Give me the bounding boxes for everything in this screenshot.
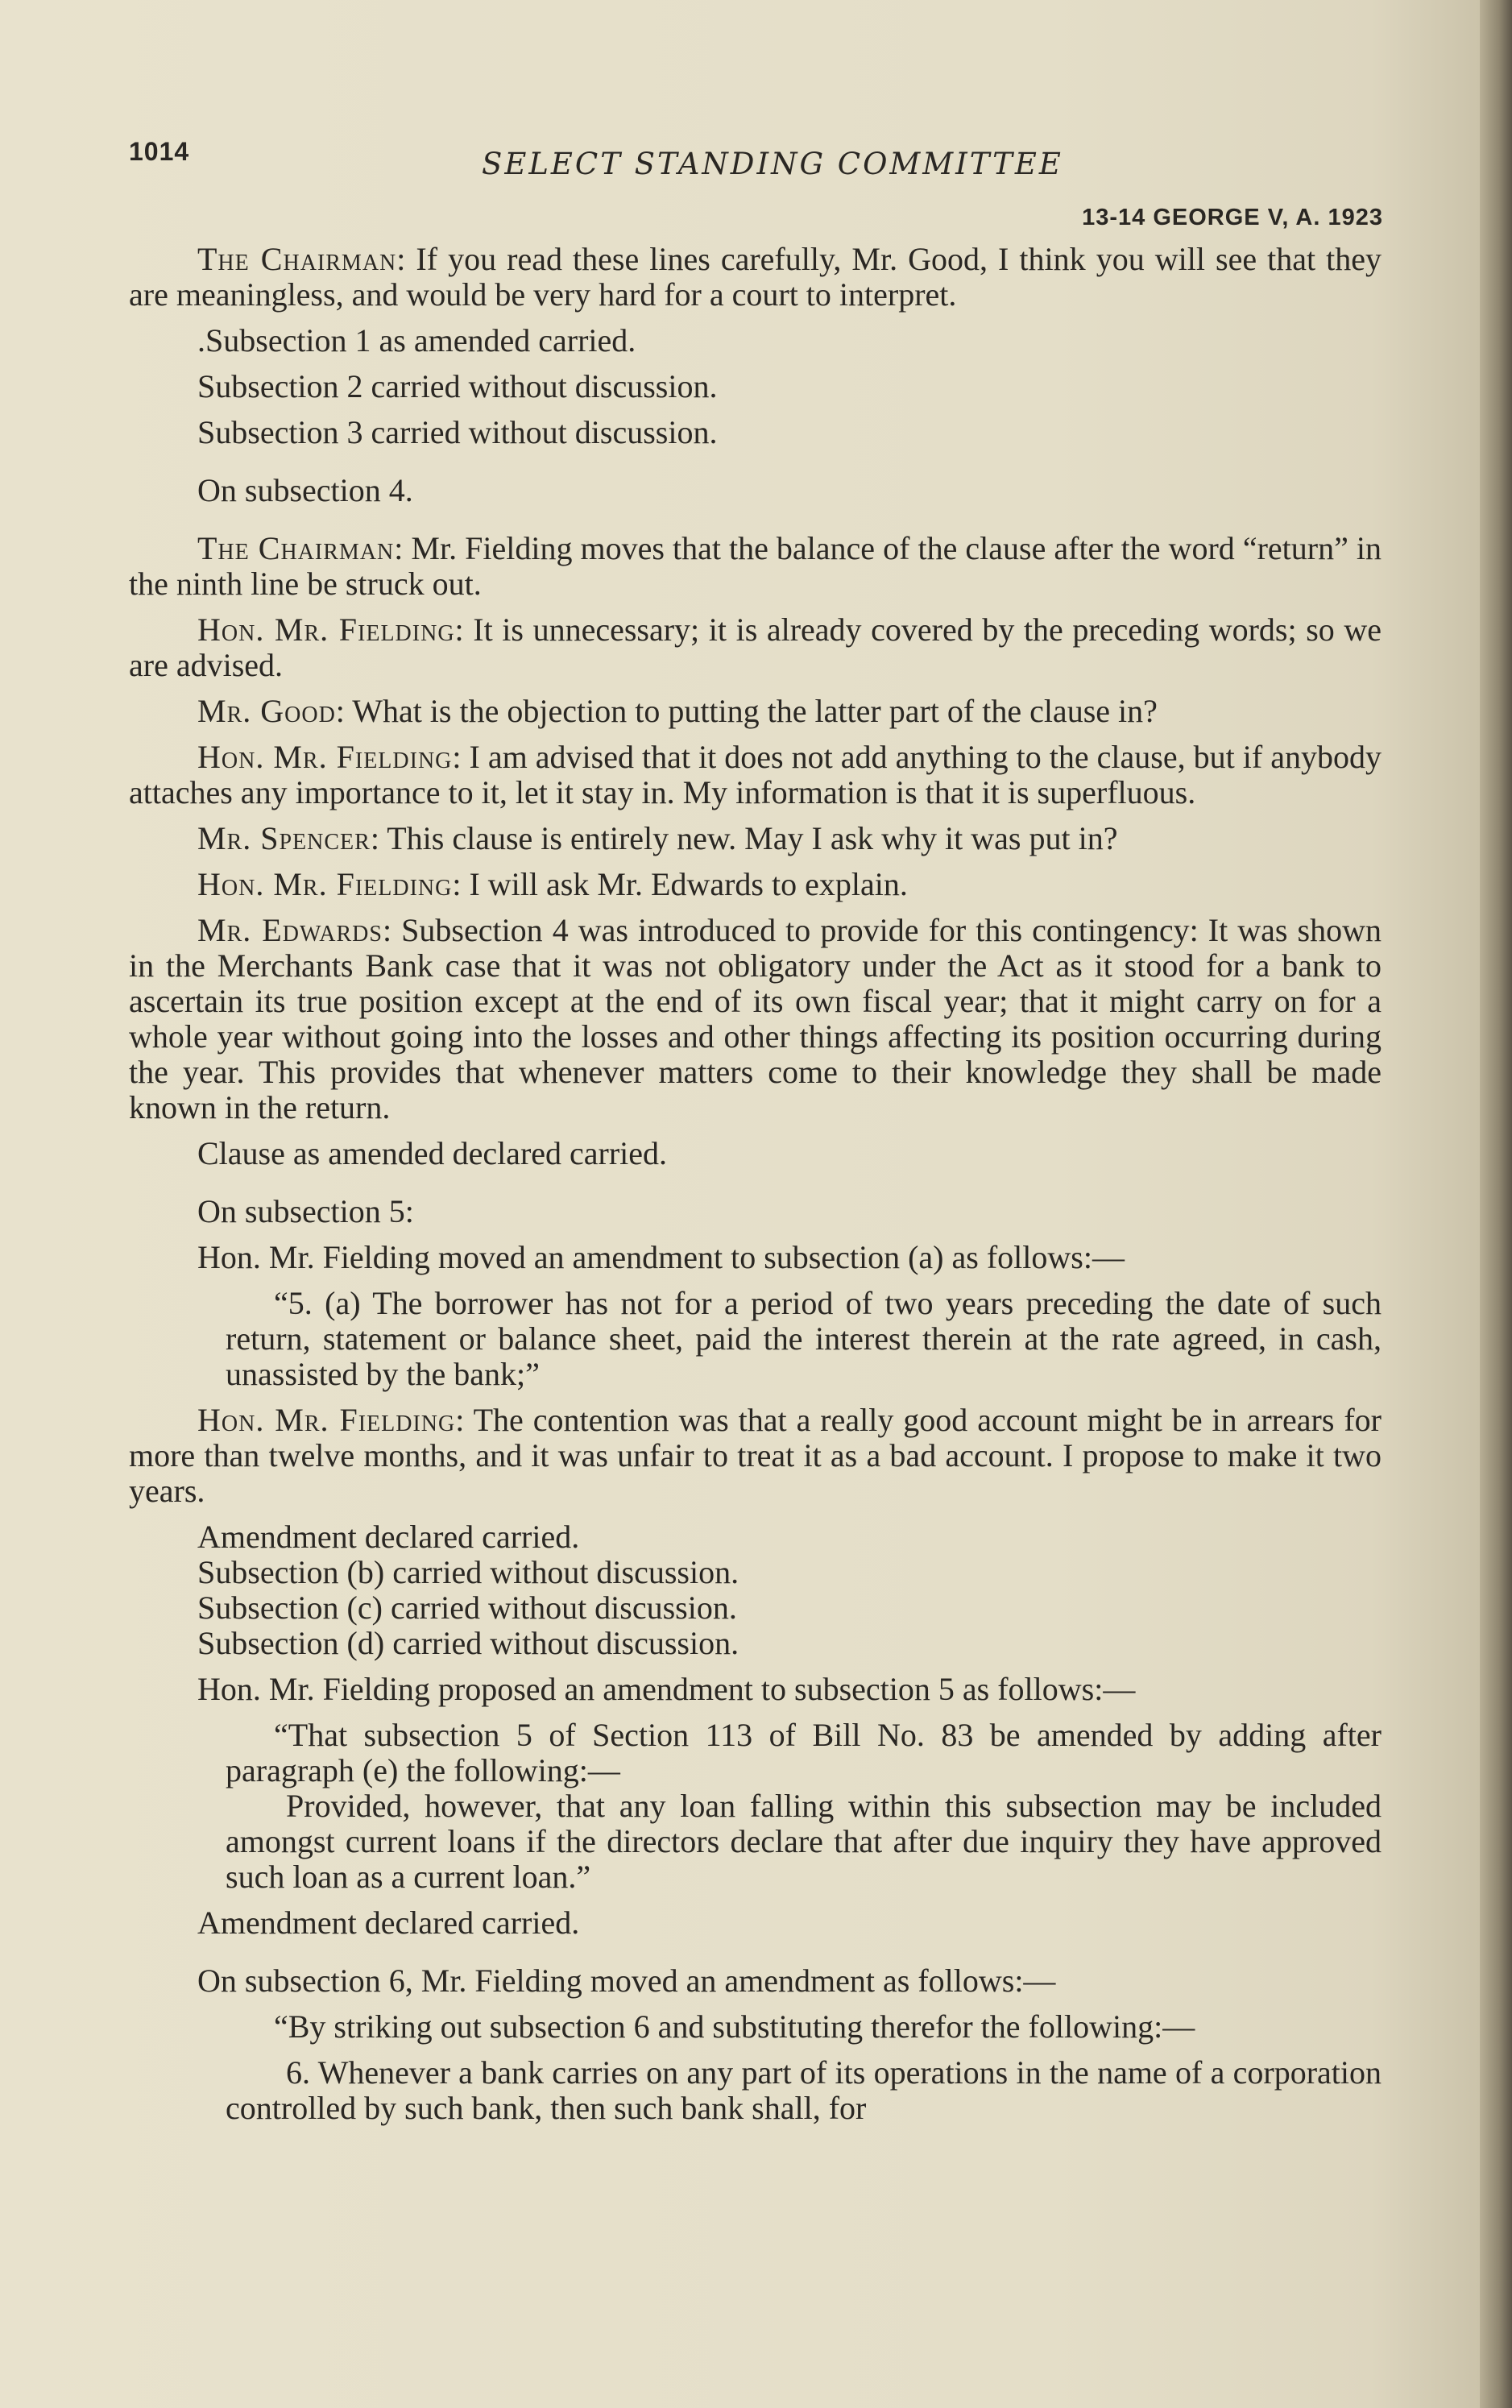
quoted-amendment: “By striking out subsection 6 and substituting therefor the following:— xyxy=(274,2008,1195,2045)
paragraph-text: : Subsection 4 was introduced to provide for this contingency: It was shown in the Merchants Bank case that it was not obligatory under the Act as it stood for a bank to ascertain its true position except at the end of its own fiscal year; that it might carry on for a whole year without going into the losses and other things affecting its position occurring during the year. This provides that whenever matters come to their knowledge they shall be made known in the return. xyxy=(129,912,1382,1125)
speaker-name: Hon. Mr. Fielding xyxy=(197,866,453,902)
paragraph: .Subsection 1 as amended carried. xyxy=(197,322,636,359)
speaker-name: The Chairman xyxy=(197,241,397,277)
paragraph-text: : What is the objection to putting the latter part of the clause in? xyxy=(335,693,1158,729)
session-label: 13-14 GEORGE V, A. 1923 xyxy=(1082,205,1383,230)
paragraph-text: : It is unnecessary; it is already covered by the preceding words; so we are advised. xyxy=(129,611,1382,683)
speaker-name: Hon. Mr. Fielding xyxy=(197,611,455,648)
paragraph: On subsection 4. xyxy=(197,472,413,508)
paragraph xyxy=(129,242,1382,313)
speaker-name: Hon. Mr. Fielding xyxy=(197,739,453,775)
speaker-name: Mr. Good xyxy=(197,693,336,729)
paragraph: Subsection 3 carried without discussion. xyxy=(197,414,718,450)
paragraph-text: : Mr. Fielding moves that the balance of the clause after the word “return” in the ninth line be struck out. xyxy=(129,530,1382,602)
paragraph: Subsection (b) carried without discussion. xyxy=(197,1554,739,1590)
speaker-name: Hon. Mr. Fielding xyxy=(197,1402,456,1438)
paragraph xyxy=(129,531,1382,602)
speaker-name: The Chairman xyxy=(197,530,395,566)
paragraph: Amendment declared carried. xyxy=(197,1519,580,1555)
paragraph xyxy=(129,867,1382,902)
paragraph xyxy=(129,821,1382,856)
speaker-name: Mr. Edwards xyxy=(197,912,383,948)
paragraph-text: : This clause is entirely new. May I ask why it was put in? xyxy=(370,820,1118,856)
running-head: SELECT STANDING COMMITTEE xyxy=(482,147,1063,181)
quoted-amendment: 6. Whenever a bank carries on any part of its operations in the name of a corporation controlled by such bank, then such bank shall, for xyxy=(226,2054,1382,2126)
paragraph xyxy=(129,694,1382,729)
document-body xyxy=(129,242,1382,2137)
paragraph: On subsection 5: xyxy=(197,1193,414,1229)
paragraph xyxy=(129,1403,1382,1509)
quoted-amendment: Provided, however, that any loan falling within this subsection may be included amongst current loans if the directors declare that after due inquiry they have approved such loan as a current loan.” xyxy=(226,1788,1382,1895)
paragraph xyxy=(129,740,1382,810)
paragraph: Subsection (d) carried without discussion. xyxy=(197,1625,739,1661)
paragraph-text: : If you read these lines carefully, Mr. Good, I think you will see that they are meaningless, and would be very hard for a court to interpret. xyxy=(129,241,1382,313)
page-number: 1014 xyxy=(129,137,190,166)
paragraph: Hon. Mr. Fielding proposed an amendment to subsection 5 as follows:— xyxy=(197,1671,1136,1707)
quoted-amendment: “That subsection 5 of Section 113 of Bill No. 83 be amended by adding after paragraph (e) the following:— xyxy=(226,1717,1382,1788)
paragraph: Hon. Mr. Fielding moved an amendment to subsection (a) as follows:— xyxy=(197,1239,1125,1275)
paragraph xyxy=(129,612,1382,683)
paragraph: Clause as amended declared carried. xyxy=(197,1135,668,1171)
speaker-name: Mr. Spencer xyxy=(197,820,371,856)
paragraph: Amendment declared carried. xyxy=(197,1904,580,1941)
paragraph-text: : I am advised that it does not add anything to the clause, but if anybody attaches any importance to it, let it stay in. My information is that it is superfluous. xyxy=(129,739,1382,810)
paragraph-text: : The contention was that a really good account might be in arrears for more than twelve months, and it was unfair to treat it as a bad account. I propose to make it two years. xyxy=(129,1402,1382,1509)
paragraph: Subsection (c) carried without discussion. xyxy=(197,1589,737,1626)
paragraph-text: : I will ask Mr. Edwards to explain. xyxy=(452,866,908,902)
quoted-amendment: “5. (a) The borrower has not for a period of two years preceding the date of such return, statement or balance sheet, paid the interest therein at the rate agreed, in cash, unassisted by the bank;” xyxy=(226,1285,1382,1392)
paragraph: On subsection 6, Mr. Fielding moved an amendment as follows:— xyxy=(197,1962,1056,1999)
paragraph: Subsection 2 carried without discussion. xyxy=(197,368,718,404)
paragraph xyxy=(129,913,1382,1125)
book-spine-shadow xyxy=(1480,0,1512,2408)
